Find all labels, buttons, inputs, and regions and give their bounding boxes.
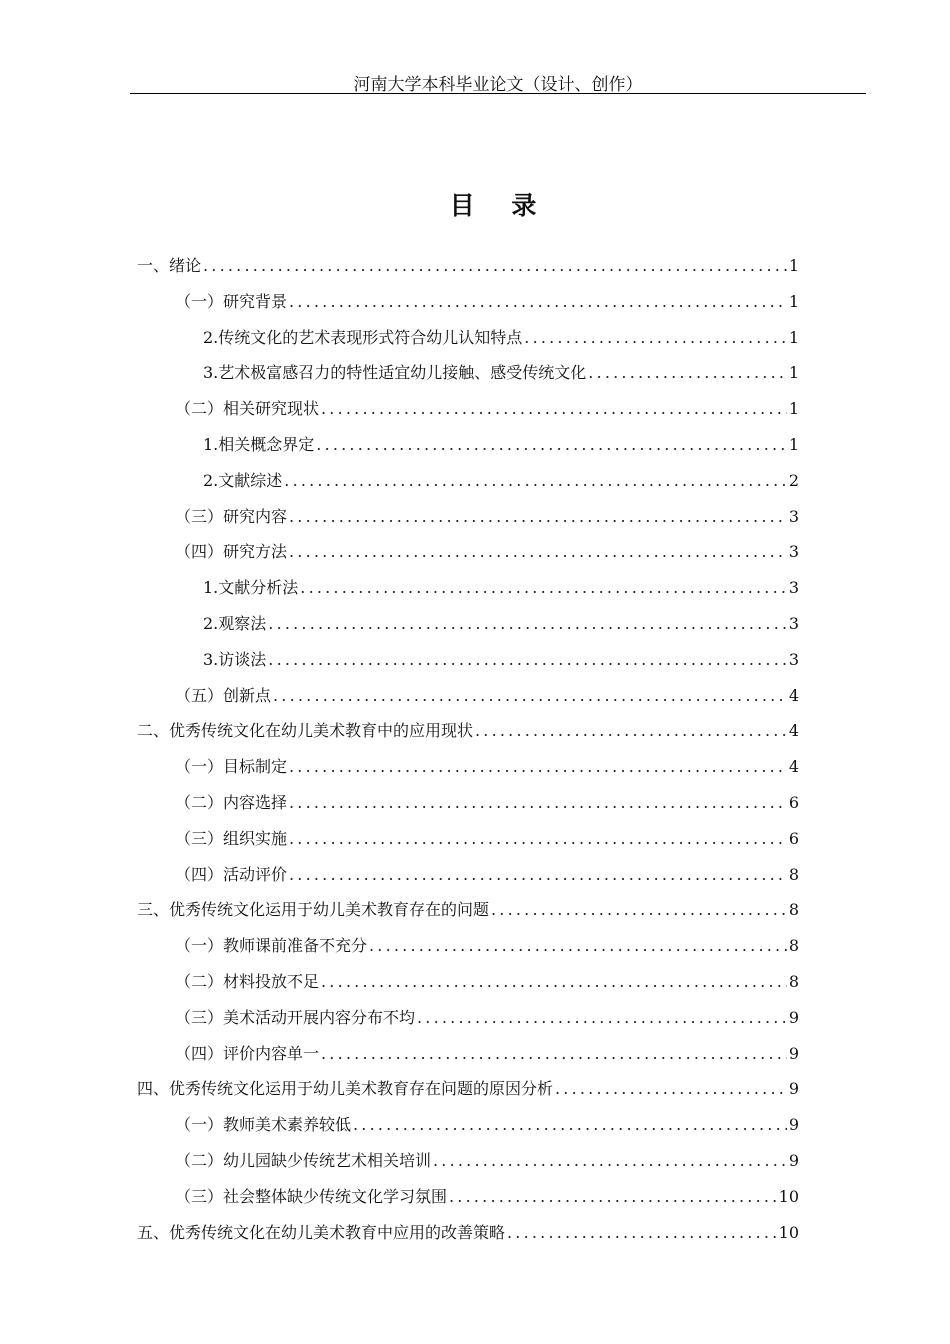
toc-entry[interactable] (137, 570, 799, 606)
toc-entry-text: 3.艺术极富感召力的特性适宜幼儿接触、感受传统文化 (203, 363, 587, 383)
toc-entry-text: （二）内容选择 (175, 792, 288, 812)
toc-entry[interactable] (137, 1107, 799, 1143)
dot-leader (555, 1071, 787, 1107)
dot-leader (433, 1143, 787, 1179)
dot-leader (316, 427, 787, 463)
toc-entry-text: （一）目标制定 (175, 757, 288, 777)
dot-leader (321, 1036, 787, 1072)
toc-entry-text: （二）材料投放不足 (175, 971, 320, 991)
toc-page-number: 9 (788, 1115, 799, 1135)
dot-leader (449, 1179, 777, 1215)
toc-entry-text: 2.文献综述 (203, 470, 283, 490)
toc-entry-text: （三）社会整体缺少传统文化学习氛围 (175, 1186, 448, 1206)
dot-leader (321, 391, 787, 427)
toc-entry-text: （三）研究内容 (175, 506, 288, 526)
dot-leader (289, 749, 787, 785)
toc-page-number: 6 (788, 792, 799, 812)
toc-page-number: 3 (788, 649, 799, 669)
toc-entry-text: （一）研究背景 (175, 291, 288, 311)
toc-entry-text: （二）幼儿园缺少传统艺术相关培训 (175, 1150, 432, 1170)
page-header: 河南大学本科毕业论文（设计、创作） (353, 75, 643, 95)
toc-entry[interactable] (137, 713, 799, 749)
dot-leader (284, 463, 787, 499)
toc-page-number: 10 (778, 1222, 799, 1242)
dot-leader (353, 1107, 787, 1143)
dot-leader (588, 355, 787, 391)
dot-leader (369, 928, 787, 964)
toc-entry-text: 1.相关概念界定 (203, 434, 315, 454)
toc-page-number: 8 (788, 864, 799, 884)
toc-entry[interactable] (137, 1036, 799, 1072)
dot-leader (289, 534, 787, 570)
toc-entry[interactable] (137, 928, 799, 964)
dot-leader (524, 320, 787, 356)
toc-entry[interactable] (137, 499, 799, 535)
toc-page-number: 1 (788, 256, 799, 275)
toc-page-number: 10 (778, 1186, 799, 1206)
toc-page-number: 1 (788, 363, 799, 383)
toc-entry-text: （五）创新点 (175, 685, 272, 705)
toc-entry[interactable] (137, 1179, 799, 1215)
dot-leader (289, 284, 787, 320)
dot-leader (321, 964, 787, 1000)
toc-entry[interactable] (137, 857, 799, 893)
toc-page-number: 9 (788, 1043, 799, 1063)
toc-page-number: 8 (788, 936, 799, 956)
toc-page-number: 1 (788, 399, 799, 419)
toc-page-number: 6 (788, 828, 799, 848)
toc-entry[interactable] (137, 1215, 799, 1251)
toc-title: 目 录 (449, 191, 551, 220)
toc-entry-text: 2.传统文化的艺术表现形式符合幼儿认知特点 (203, 327, 523, 347)
dot-leader (268, 642, 787, 678)
toc-entry[interactable] (137, 606, 799, 642)
toc-entry-text: （四）活动评价 (175, 864, 288, 884)
dot-leader (289, 499, 787, 535)
dot-leader (273, 678, 787, 714)
toc-entry[interactable] (137, 1143, 799, 1179)
toc-page-number: 1 (788, 291, 799, 311)
toc-entry-text: 五、优秀传统文化在幼儿美术教育中应用的改善策略 (137, 1222, 506, 1242)
toc-entry[interactable] (137, 391, 799, 427)
toc-entry[interactable] (137, 1000, 799, 1036)
toc-page-number: 8 (788, 971, 799, 991)
toc-page-number: 9 (788, 1150, 799, 1170)
toc-entry-text: （一）教师美术素养较低 (175, 1115, 352, 1135)
toc-entry-text: 四、优秀传统文化运用于幼儿美术教育存在问题的原因分析 (137, 1079, 554, 1099)
dot-leader (289, 821, 787, 857)
dot-leader (300, 570, 787, 606)
toc-entry-text: 二、优秀传统文化在幼儿美术教育中的应用现状 (137, 721, 474, 741)
toc-entry[interactable] (137, 964, 799, 1000)
toc-entry[interactable] (137, 892, 799, 928)
toc-entry[interactable] (137, 534, 799, 570)
toc-entry[interactable] (137, 320, 799, 356)
toc-page-number: 1 (788, 434, 799, 454)
toc-entry-text: 1.文献分析法 (203, 578, 299, 598)
dot-leader (507, 1215, 777, 1251)
toc-page-number: 4 (788, 721, 799, 741)
toc-page-number: 3 (788, 578, 799, 598)
header-rule (130, 93, 866, 94)
toc-entry[interactable] (137, 785, 799, 821)
toc-entry[interactable] (137, 284, 799, 320)
dot-leader (203, 248, 787, 284)
toc-page-number: 9 (788, 1007, 799, 1027)
toc-entry-text: 三、优秀传统文化运用于幼儿美术教育存在的问题 (137, 900, 490, 920)
toc-entry[interactable] (137, 463, 799, 499)
dot-leader (491, 892, 787, 928)
dot-leader (268, 606, 787, 642)
toc-entry[interactable] (137, 1071, 799, 1107)
toc-entry-text: 一、绪论 (137, 256, 202, 275)
dot-leader (289, 857, 787, 893)
dot-leader (475, 713, 787, 749)
toc-page-number: 4 (788, 757, 799, 777)
toc-entry[interactable] (137, 427, 799, 463)
toc-entry-text: （一）教师课前准备不充分 (175, 936, 368, 956)
toc-entry[interactable] (137, 678, 799, 714)
toc-entry-text: （三）美术活动开展内容分布不均 (175, 1007, 416, 1027)
toc-entry-text: （四）研究方法 (175, 542, 288, 562)
toc-entry-text: （二）相关研究现状 (175, 399, 320, 419)
toc-entry[interactable] (137, 821, 799, 857)
table-of-contents (137, 248, 799, 1250)
toc-entry-text: 3.访谈法 (203, 649, 267, 669)
toc-entry[interactable] (137, 355, 799, 391)
toc-entry-text: （四）评价内容单一 (175, 1043, 320, 1063)
dot-leader (417, 1000, 787, 1036)
toc-page-number: 8 (788, 900, 799, 920)
toc-page-number: 9 (788, 1079, 799, 1099)
toc-entry-text: 2.观察法 (203, 613, 267, 633)
toc-page-number: 3 (788, 506, 799, 526)
toc-page-number: 2 (788, 470, 799, 490)
dot-leader (289, 785, 787, 821)
toc-entry-text: （三）组织实施 (175, 828, 288, 848)
toc-page-number: 1 (788, 327, 799, 347)
toc-page-number: 4 (788, 685, 799, 705)
toc-page-number: 3 (788, 613, 799, 633)
toc-entry[interactable] (137, 642, 799, 678)
toc-entry[interactable] (137, 749, 799, 785)
toc-entry[interactable] (137, 248, 799, 284)
toc-page-number: 3 (788, 542, 799, 562)
